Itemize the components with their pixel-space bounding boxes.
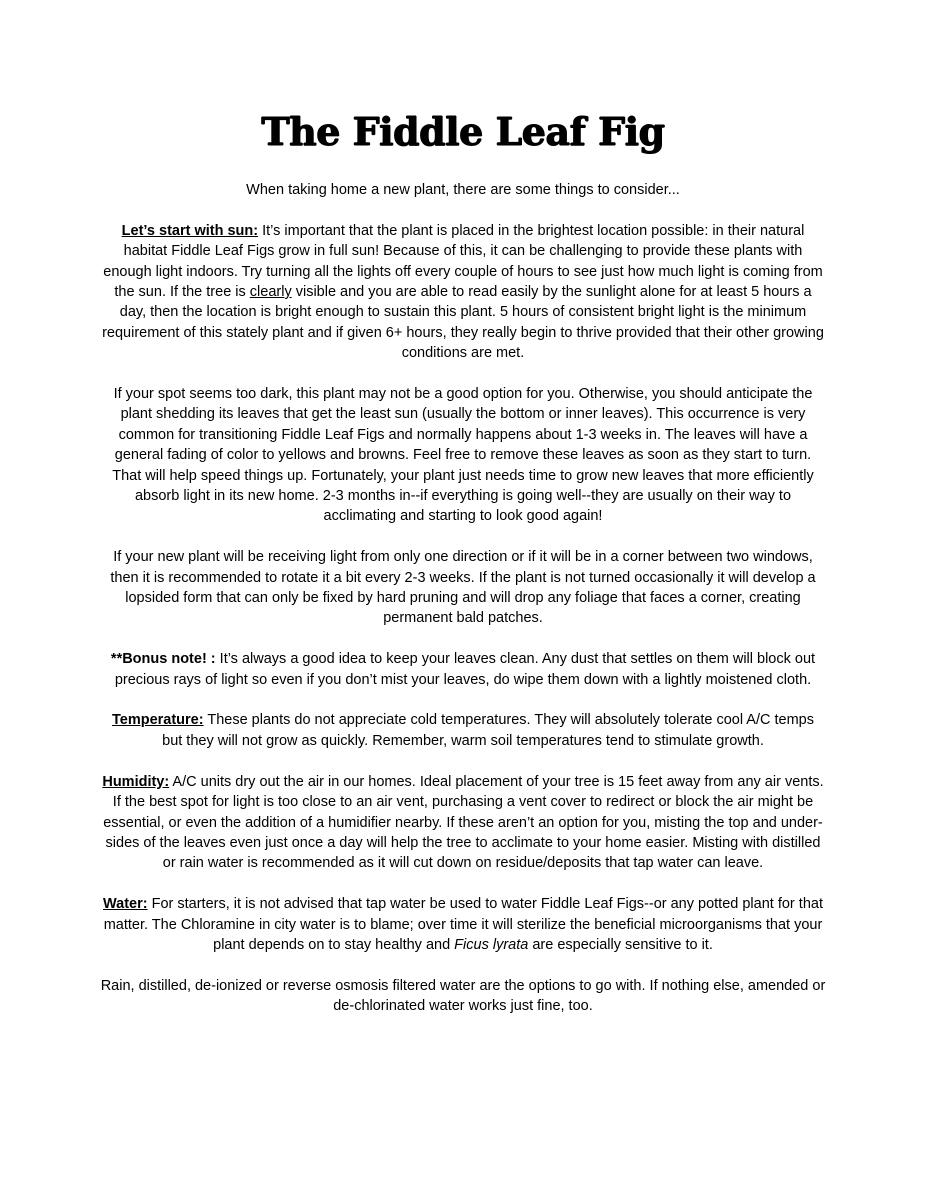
bonus-paragraph [100,649,826,690]
water-options-paragraph: Rain, distilled, de-ionized or reverse osmosis filtered water are the options to go with. If nothing else, amended or de-chlorinated water works just fine, too. [100,977,826,1015]
water-heading: Water: [103,896,148,913]
humidity-heading: Humidity: [102,773,170,790]
humidity-paragraph [100,772,826,874]
humidity-text: A/C units dry out the air in our homes. Ideal placement of your tree is 15 feet away from any air vents. If the best spot for light is too close to an air vent, purchasing a vent cover to redirect or block the air might be essential, or even the addition of a humidifier nearby. If these aren’t an option for you, misting the top and under-sides of the leaves even just once a day will help the tree to acclimate to your home easier. Misting with distilled or rain water is recommended as it will cut down on residue/deposits that tap water can leave. [103,773,824,872]
water-text-1: For starters, it is not advised that tap water be used to water Fiddle Leaf Figs--or any potted plant for that matter. The Chloramine in city water is to blame; over time it will sterilize the beneficial microorganisms that your plant depends on to stay healthy and [103,896,823,953]
temperature-text: These plants do not appreciate cold temperatures. They will absolutely tolerate cool A/C temps but they will not grow as quickly. Remember, warm soil temperatures tend to stimulate growth. [162,712,814,749]
sun-text-1: It’s important that the plant is placed in the brightest location possible: in their natural habitat Fiddle Leaf Figs grow in full sun! Because of this, it can be challenging to provide these plants with enough light indoors. Try turning all the lights off every couple of hours to see just how much light is coming from the sun. If the tree is [103,222,823,301]
intro-paragraph: When taking home a new plant, there are some things to consider... [246,182,680,198]
water-text-2: are especially sensitive to it. [528,936,713,953]
sun-text-2: visible and you are able to read easily by the sunlight alone for at least 5 hours a day, then the location is bright enough to sustain this plant. 5 hours of consistent bright light is the minimum requirement of this stately plant and if given 6+ hours, they really begin to thrive provided that their other growing conditions are met. [102,284,824,362]
dark-spot-paragraph: If your spot seems too dark, this plant may not be a good option for you. Otherwise, you should anticipate the plant shedding its leaves that get the least sun (usually the bottom or inner leaves). This occurrence is very common for transitioning Fiddle Leaf Figs and normally happens about 1-3 weeks in. The leaves will have a general fading of color to yellows and browns. Feel free to remove these leaves as soon as they start to turn. That will help speed things up. Fortunately, your plant just needs time to grow new leaves that more efficiently absorb light in its new home. 2-3 months in--if everything is going well--they are usually on their way to acclimating and starting to look good again! [112,386,814,525]
bonus-text: It’s always a good idea to keep your leaves clean. Any dust that settles on them will block out precious rays of light so even if you don’t mist your leaves, do wipe them down with a lightly moistened cloth. [114,651,816,688]
temperature-paragraph [100,710,826,751]
temperature-heading: Temperature: [111,712,204,729]
water-species: Ficus lyrata [454,936,529,953]
page-title: The Fiddle Leaf Fig [261,109,665,154]
rotation-paragraph: If your new plant will be receiving light from only one direction or if it will be in a corner between two windows, then it is recommended to rotate it a bit every 2-3 weeks. If the plant is not turned occasionally it will develop a lopsided form that can only be fixed by hard pruning and will drop any foliage that faces a corner, creating permanent bald patches. [110,549,816,627]
sun-paragraph [100,221,826,364]
document-body [100,180,826,1037]
bonus-label: **Bonus note! : [110,651,216,668]
sun-heading: Let’s start with sun: [121,222,259,239]
sun-emphasis: clearly [249,284,292,301]
water-paragraph [100,894,826,955]
